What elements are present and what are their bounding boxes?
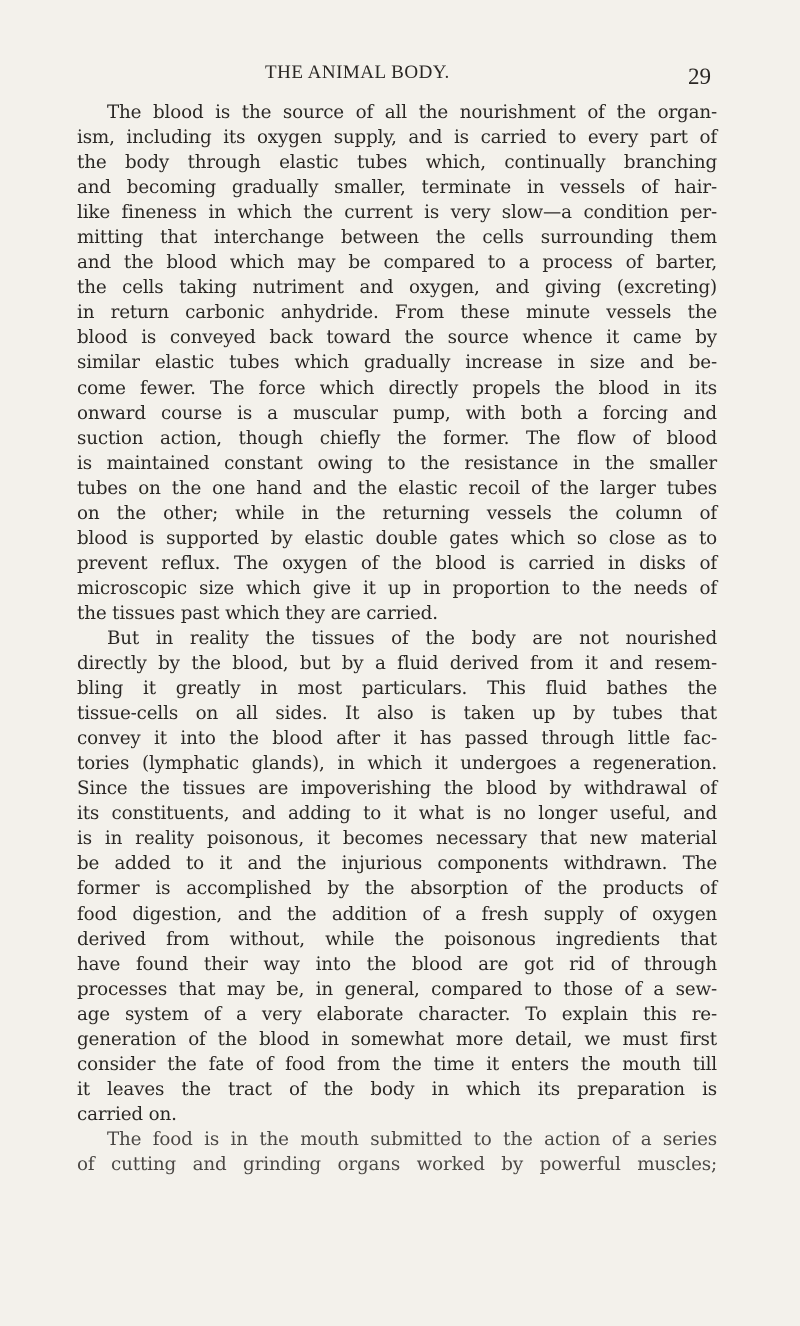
text-line: on the other; while in the returning vessels the column of xyxy=(77,502,717,524)
text-line: The food is in the mouth submitted to the action of a series xyxy=(107,1128,717,1150)
text-line: The blood is the source of all the nourishment of the organ- xyxy=(107,102,717,123)
text-line: and the blood which may be compared to a process of barter, xyxy=(77,252,717,274)
paragraph-blood-source xyxy=(77,100,717,626)
text-line: microscopic size which give it up in proportion to the needs of xyxy=(77,577,717,599)
text-line: of cutting and grinding organs worked by powerful muscles; xyxy=(77,1153,717,1175)
text-line: similar elastic tubes which gradually increase in size and be- xyxy=(77,352,717,374)
text-line: onward course is a muscular pump, with both a forcing and xyxy=(77,402,717,424)
text-line: tubes on the one hand and the elastic recoil of the larger tubes xyxy=(77,477,717,499)
text-line: the tissues past which they are carried. xyxy=(77,602,438,624)
text-line: Since the tissues are impoverishing the blood by withdrawal of xyxy=(77,778,717,800)
text-line: come fewer. The force which directly propels the blood in its xyxy=(77,377,717,399)
text-line: is maintained constant owing to the resistance in the smaller xyxy=(77,452,717,474)
text-line: the cells taking nutriment and oxygen, and giving (excreting) xyxy=(77,277,717,299)
text-line: tissue-cells on all sides. It also is taken up by tubes that xyxy=(77,703,717,725)
text-line: food digestion, and the addition of a fresh supply of oxygen xyxy=(77,903,717,925)
text-line: like fineness in which the current is very slow—a condition per- xyxy=(77,202,717,224)
text-line: derived from without, while the poisonous ingredients that xyxy=(77,928,717,950)
text-line: it leaves the tract of the body in which its preparation is xyxy=(77,1078,717,1100)
text-line: prevent reflux. The oxygen of the blood is carried in disks of xyxy=(77,552,717,574)
text-line: consider the fate of food from the time it enters the mouth till xyxy=(77,1053,717,1075)
text-line: generation of the blood in somewhat more detail, we must first xyxy=(77,1028,717,1050)
text-line: in return carbonic anhydride. From these minute vessels the xyxy=(77,302,717,324)
text-line: mitting that interchange between the cells surrounding them xyxy=(77,227,717,249)
text-line: ism, including its oxygen supply, and is carried to every part of xyxy=(77,127,717,149)
text-line: have found their way into the blood are got rid of through xyxy=(77,953,717,975)
paragraph-tissue-fluid xyxy=(77,626,717,1127)
text-line: suction action, though chiefly the former. The flow of blood xyxy=(77,427,717,449)
text-line: carried on. xyxy=(77,1103,177,1125)
text-line: directly by the blood, but by a fluid derived from it and resem- xyxy=(77,653,717,675)
text-line: age system of a very elaborate character. To explain this re- xyxy=(77,1003,717,1025)
text-line: processes that may be, in general, compared to those of a sew- xyxy=(77,978,717,1000)
text-line: blood is supported by elastic double gates which so close as to xyxy=(77,527,717,549)
text-line: is in reality poisonous, it becomes necessary that new material xyxy=(77,828,717,850)
text-line: bling it greatly in most particulars. This fluid bathes the xyxy=(77,678,717,700)
text-line: be added to it and the injurious components withdrawn. The xyxy=(77,853,717,875)
text-line: But in reality the tissues of the body are not nourished xyxy=(107,627,717,649)
text-line: and becoming gradually smaller, terminate in vessels of hair- xyxy=(77,177,717,199)
text-line: the body through elastic tubes which, continually branching xyxy=(77,152,717,174)
text-line: blood is conveyed back toward the source whence it came by xyxy=(77,327,717,349)
paragraph-food-mouth xyxy=(77,1127,717,1177)
running-head-title: THE ANIMAL BODY. xyxy=(265,62,450,83)
running-head xyxy=(0,60,800,94)
text-line: tories (lymphatic glands), in which it undergoes a regeneration. xyxy=(77,753,717,775)
text-line: former is accomplished by the absorption of the products of xyxy=(77,878,717,900)
body-text xyxy=(77,100,717,1177)
text-line: its constituents, and adding to it what is no longer useful, and xyxy=(77,803,717,825)
text-line: convey it into the blood after it has passed through little fac- xyxy=(77,728,717,750)
page-number: 29 xyxy=(688,64,711,89)
